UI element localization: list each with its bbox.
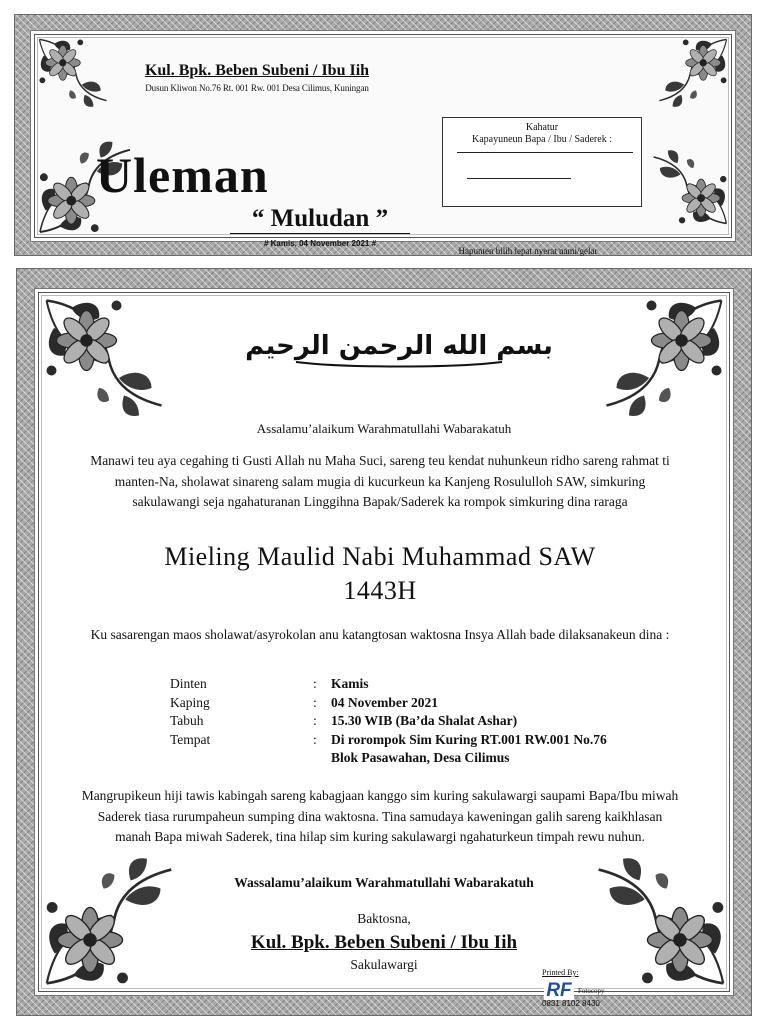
printer-shop: Fotocopy: [578, 987, 605, 995]
recipient-label: Kapayuneun Bapa / Ibu / Saderek :: [472, 134, 612, 145]
detail-value: Kamis: [331, 676, 369, 691]
detail-colon: :: [313, 694, 317, 710]
event-details: [170, 676, 710, 769]
basmalah-text: بسم الله الرحمن الرحيم: [245, 331, 553, 361]
corner-flourish-icon: [652, 140, 728, 234]
detail-label: Kaping: [170, 694, 210, 710]
detail-label: Tempat: [170, 731, 211, 747]
event-title: [80, 540, 680, 608]
detail-label: Tabuh: [170, 713, 204, 728]
sakulawargi: Sakulawargi: [350, 957, 418, 972]
recipient-write-line: [467, 178, 571, 179]
greeting: Assalamu’alaikum Warahmatullahi Wabarakatuh: [256, 421, 512, 436]
detail-value: 15.30 WIB (Ba’da Shalat Ashar): [331, 713, 518, 728]
lead-paragraph: Ku sasarengan maos sholawat/asyrokolan anu katangtosan waktosna Insya Allah bade dilaksanakeun dina :: [90, 627, 670, 642]
recipient-write-line: [457, 152, 633, 153]
corner-flourish-icon: [44, 298, 164, 418]
intro-paragraph: Manawi teu aya cegahing ti Gusti Allah nu Maha Suci, sareng teu kendat nuhunkeun ridho sareng rahmat ti manten-Na, sholawat sinareng salam mugia di kucurkeun ka Kanjeng Rosululloh SAW, simkuring sakulawangi seja ngahaturanan Linggihna Bapak/Saderek ka rompok simkuring dina raraga: [90, 453, 670, 509]
printer-phone: 0831 8102 8430: [542, 999, 600, 1008]
detail-value: 04 November 2021: [331, 694, 438, 710]
closing-paragraph: Mangrupikeun hiji tawis kabingah sareng kabagjaan kanggo sim kuring sakulawargi saupami Bapa/Ibu miwah Saderek tiasa rurumpaheun sumping dina waktosna. Tina samudaya kaweningan galih sareng kaikhlasan manah Bapa miwah Saderek, tina hilap sim kuring sakulawargi ngahaturkeun timpah rewu nuhun.: [81, 788, 679, 844]
detail-value: Di rorompok Sim Kuring RT.001 RW.001 No.76: [331, 731, 607, 747]
apology-note: Hapunten bilih lepat nyerat nami/gelar: [458, 246, 598, 256]
detail-label: Dinten: [170, 676, 207, 691]
detail-colon: :: [313, 676, 317, 691]
envelope-title: Uleman: [96, 147, 269, 203]
detail-value-continued: Blok Pasawahan, Desa Cilimus: [331, 750, 510, 765]
printer-logo: [544, 978, 574, 1000]
sender-address: Dusun Kliwon No.76 Rt. 001 Rw. 001 Desa Cilimus, Kuningan: [145, 83, 369, 93]
recipient-kahatur: Kahatur: [525, 122, 559, 133]
recipient-box: [442, 117, 642, 207]
corner-flourish-icon: [658, 38, 728, 108]
printer-logo-text: RF: [546, 980, 572, 1001]
event-title-line1: Mieling Maulid Nabi Muhammad SAW: [164, 542, 596, 571]
detail-row-tempat: [170, 732, 710, 769]
detail-row-tabuh: [170, 713, 710, 732]
envelope-subtitle: “ Muludan ”: [230, 206, 410, 234]
detail-row-kaping: [170, 695, 710, 714]
baktosna: Baktosna,: [357, 911, 411, 926]
detail-colon: :: [313, 731, 317, 747]
printer-label: Printed By:: [542, 968, 579, 977]
detail-row-dinten: [170, 676, 710, 695]
sender-name: Kul. Bpk. Beben Subeni / Ibu Iih: [144, 62, 370, 79]
event-title-line2: 1443H: [343, 576, 417, 605]
basmalah-calligraphy: [245, 318, 553, 370]
closing-greeting: Wassalamu’alaikum Warahmatullahi Wabarakatuh: [234, 875, 534, 890]
printer-credit: [540, 968, 616, 1010]
corner-flourish-icon: [604, 298, 724, 418]
envelope-event-date: # Kamis, 04 November 2021 #: [263, 239, 377, 248]
signature-name: Kul. Bpk. Beben Subeni / Ibu Iih: [250, 932, 518, 953]
detail-colon: :: [313, 713, 317, 728]
